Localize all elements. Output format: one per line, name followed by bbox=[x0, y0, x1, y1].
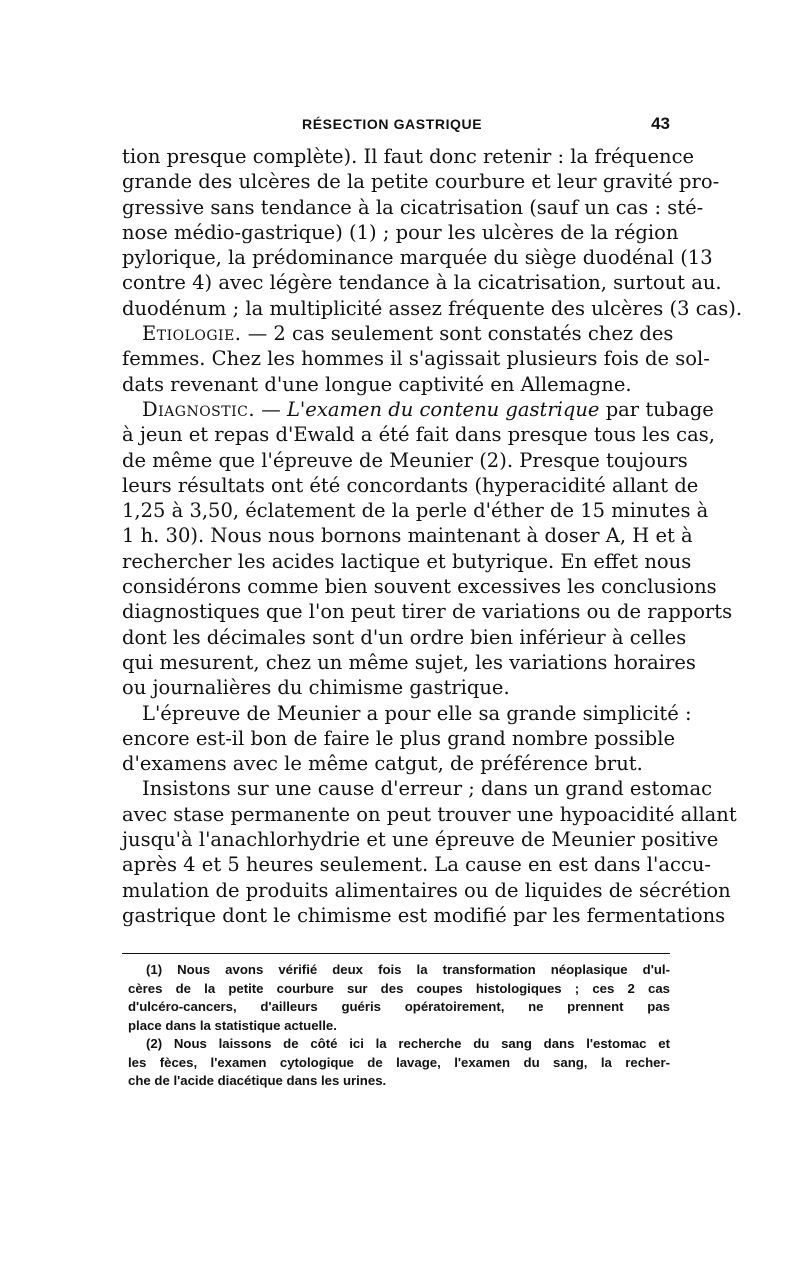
diagnostic-heading: Diagnostic. bbox=[142, 397, 256, 421]
footnote-line: d'ulcéro-cancers, d'ailleurs guéris opératoirement, ne prennent pas bbox=[128, 999, 670, 1014]
etiologie-heading: Etiologie. bbox=[142, 322, 242, 346]
body-line: jusqu'à l'anachlorhydrie et une épreuve de Meunier positive bbox=[122, 828, 719, 852]
body-line: d'examens avec le même catgut, de préférence brut. bbox=[122, 752, 643, 776]
body-line: ou journalières du chimisme gastrique. bbox=[122, 676, 510, 700]
body-line: avec stase permanente on peut trouver une hypoacidité allant bbox=[122, 802, 737, 826]
body-line: par tubage bbox=[605, 397, 714, 421]
body-line: — 2 cas seulement sont constatés chez des bbox=[247, 322, 674, 346]
body-line: leurs résultats ont été concordants (hyperacidité allant de bbox=[122, 473, 699, 497]
footnote-line: che de l'acide diacétique dans les urines. bbox=[128, 1073, 387, 1088]
body-line: qui mesurent, chez un même sujet, les variations horaires bbox=[122, 650, 696, 674]
page-number: 43 bbox=[651, 114, 670, 133]
body-line: après 4 et 5 heures seulement. La cause en est dans l'accu- bbox=[122, 853, 711, 877]
etiologie-paragraph-start bbox=[122, 321, 674, 346]
body-line: 1,25 à 3,50, éclatement de la perle d'éther de 15 minutes à bbox=[122, 499, 709, 523]
body-line: Insistons sur une cause d'erreur ; dans un grand estomac bbox=[142, 777, 713, 801]
footnote-separator bbox=[122, 953, 670, 954]
body-line: duodénum ; la multiplicité assez fréquente des ulcères (3 cas). bbox=[122, 296, 743, 320]
body-line: considérons comme bien souvent excessives les conclusions bbox=[122, 575, 717, 599]
footnote-line: (1) Nous avons vérifié deux fois la transformation néoplasique d'ul- bbox=[146, 962, 670, 977]
body-line: L'épreuve de Meunier a pour elle sa grande simplicité : bbox=[142, 701, 692, 725]
footnote-line: les fèces, l'examen cytologique de lavage, l'examen du sang, la recher- bbox=[128, 1054, 670, 1070]
body-text bbox=[122, 144, 743, 928]
body-line: pylorique, la prédominance marquée du siège duodénal (13 bbox=[122, 246, 713, 270]
body-line: rechercher les acides lactique et butyrique. En effet nous bbox=[122, 549, 692, 573]
body-line: dats revenant d'une longue captivité en Allemagne. bbox=[122, 372, 632, 396]
body-line: dont les décimales sont d'un ordre bien inférieur à celles bbox=[122, 625, 687, 649]
body-line: femmes. Chez les hommes il s'agissait plusieurs fois de sol- bbox=[122, 347, 710, 371]
body-line: encore est-il bon de faire le plus grand nombre possible bbox=[122, 726, 675, 750]
body-line: contre 4) avec légère tendance à la cicatrisation, surtout au. bbox=[122, 271, 722, 295]
footnote-line: cères de la petite courbure sur des coupes histologiques ; ces 2 cas bbox=[128, 980, 670, 996]
footnotes bbox=[128, 961, 670, 1091]
body-line: gressive sans tendance à la cicatrisation (sauf un cas : sté- bbox=[122, 195, 704, 219]
body-line: diagnostiques que l'on peut tirer de variations ou de rapports bbox=[122, 600, 733, 624]
footnote-line: place dans la statistique actuelle. bbox=[128, 1017, 337, 1033]
body-line: mulation de produits alimentaires ou de liquides de sécrétion bbox=[122, 878, 731, 902]
body-line: gastrique dont le chimisme est modifié par les fermentations bbox=[122, 903, 726, 927]
body-line: grande des ulcères de la petite courbure et leur gravité pro- bbox=[122, 170, 720, 194]
running-title: RÉSECTION GASTRIQUE bbox=[302, 116, 483, 132]
body-line: 1 h. 30). Nous nous bornons maintenant à doser A, H et à bbox=[122, 524, 693, 548]
footnote-line: (2) Nous laissons de côté ici la recherche du sang dans l'estomac et bbox=[146, 1036, 670, 1051]
diagnostic-dash: — bbox=[261, 397, 287, 421]
body-line: tion presque complète). Il faut donc retenir : la fréquence bbox=[122, 145, 695, 168]
body-line: de même que l'épreuve de Meunier (2). Presque toujours bbox=[122, 448, 688, 472]
body-line: à jeun et repas d'Ewald a été fait dans presque tous les cas, bbox=[122, 423, 715, 447]
diagnostic-paragraph-start bbox=[122, 397, 714, 422]
diagnostic-italic: L'examen du contenu gastrique bbox=[286, 397, 600, 421]
body-line: nose médio-gastrique) (1) ; pour les ulcères de la région bbox=[122, 220, 679, 244]
page-header bbox=[122, 116, 670, 136]
